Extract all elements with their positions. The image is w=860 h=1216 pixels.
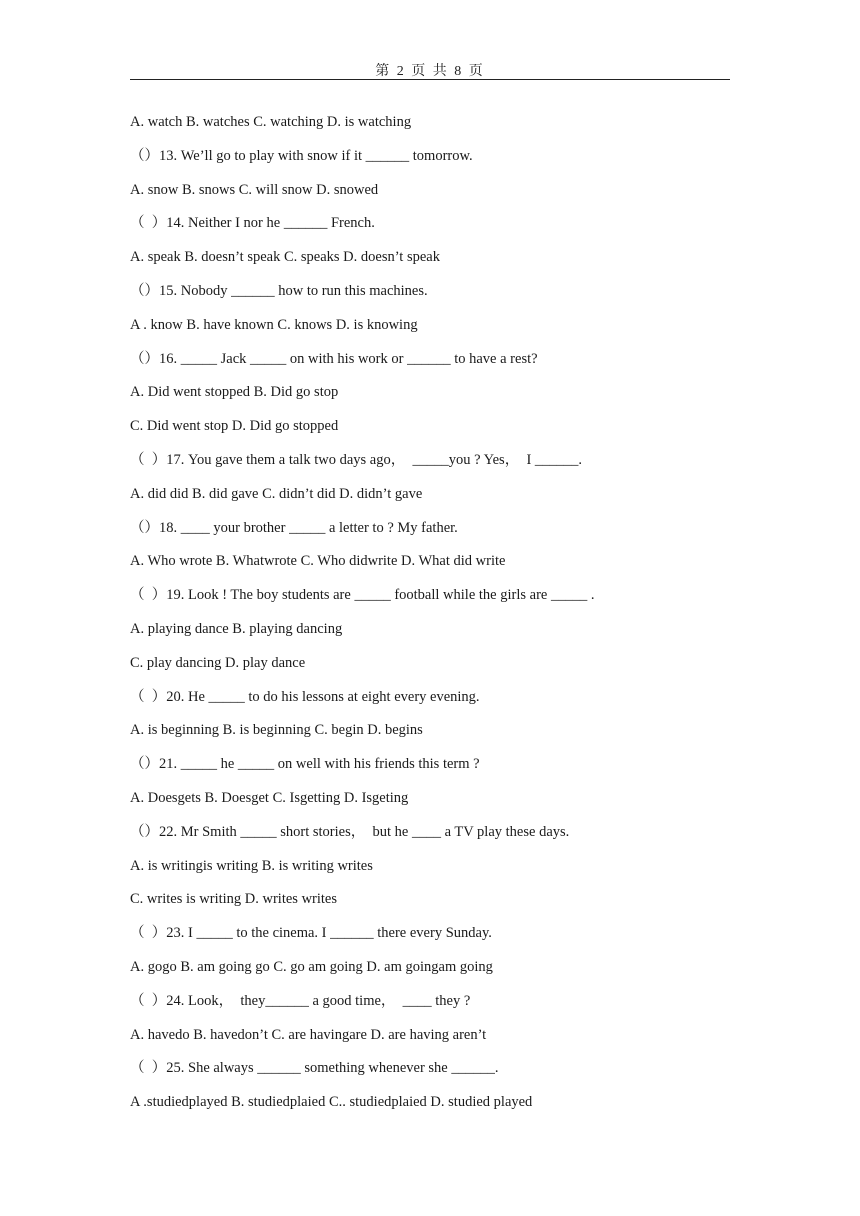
question-line: （）22. Mr Smith _____ short stories， but he ____ a TV play these days. <box>130 823 570 840</box>
question-line: （ ）23. I _____ to the cinema. I ______ there every Sunday. <box>130 925 492 942</box>
options-line: C. Did went stop D. Did go stopped <box>130 418 339 435</box>
options-line: A. did did B. did gave C. didn’t did D. didn’t gave <box>130 485 423 502</box>
question-line: （ ）24. Look， they______ a good time， ____ they ? <box>130 992 471 1009</box>
question-line: （）13. We’ll go to play with snow if it ______ tomorrow. <box>130 147 473 164</box>
options-line: A. havedo B. havedon’t C. are havingare D. are having aren’t <box>130 1026 487 1043</box>
options-line: C. writes is writing D. writes writes <box>130 891 338 908</box>
question-line: （ ）25. She always ______ something whenever she ______. <box>130 1060 499 1077</box>
header-divider <box>130 79 730 80</box>
options-line: A. playing dance B. playing dancing <box>130 620 343 637</box>
options-line: A. is beginning B. is beginning C. begin D. begins <box>130 722 423 739</box>
question-list <box>130 112 750 1126</box>
options-line: A. Who wrote B. Whatwrote C. Who didwrite D. What did write <box>130 553 506 570</box>
question-line: （ ）17. You gave them a talk two days ago， _____you ? Yes， I ______. <box>130 451 583 468</box>
options-line: A. speak B. doesn’t speak C. speaks D. doesn’t speak <box>130 249 440 266</box>
options-line: A. Doesgets B. Doesget C. Isgetting D. Isgeting <box>130 789 409 806</box>
options-line: A . know B. have known C. knows D. is knowing <box>130 316 418 333</box>
text-line: A. watch B. watches C. watching D. is watching <box>130 114 412 130</box>
options-line: A. snow B. snows C. will snow D. snowed <box>130 181 379 198</box>
question-line: （）16. _____ Jack _____ on with his work or ______ to have a rest? <box>130 350 538 367</box>
question-line: （ ）14. Neither I nor he ______ French. <box>130 215 375 232</box>
options-line: A. is writingis writing B. is writing writes <box>130 857 373 874</box>
question-line: （ ）19. Look ! The boy students are _____ football while the girls are _____ . <box>130 587 595 604</box>
options-line: A. gogo B. am going go C. go am going D. am goingam going <box>130 958 493 975</box>
question-line: （ ）20. He _____ to do his lessons at eight every evening. <box>130 688 480 705</box>
question-line: （）21. _____ he _____ on well with his friends this term ? <box>130 756 480 773</box>
question-line: （）15. Nobody ______ how to run this machines. <box>130 282 428 299</box>
options-line: C. play dancing D. play dance <box>130 654 306 671</box>
options-line: A .studiedplayed B. studiedplaied C.. studiedplaied D. studied played <box>130 1094 533 1111</box>
options-line: A. Did went stopped B. Did go stop <box>130 384 339 401</box>
question-line: （）18. ____ your brother _____ a letter to ? My father. <box>130 519 458 536</box>
page-header: 第 2 页 共 8 页 <box>375 64 485 79</box>
